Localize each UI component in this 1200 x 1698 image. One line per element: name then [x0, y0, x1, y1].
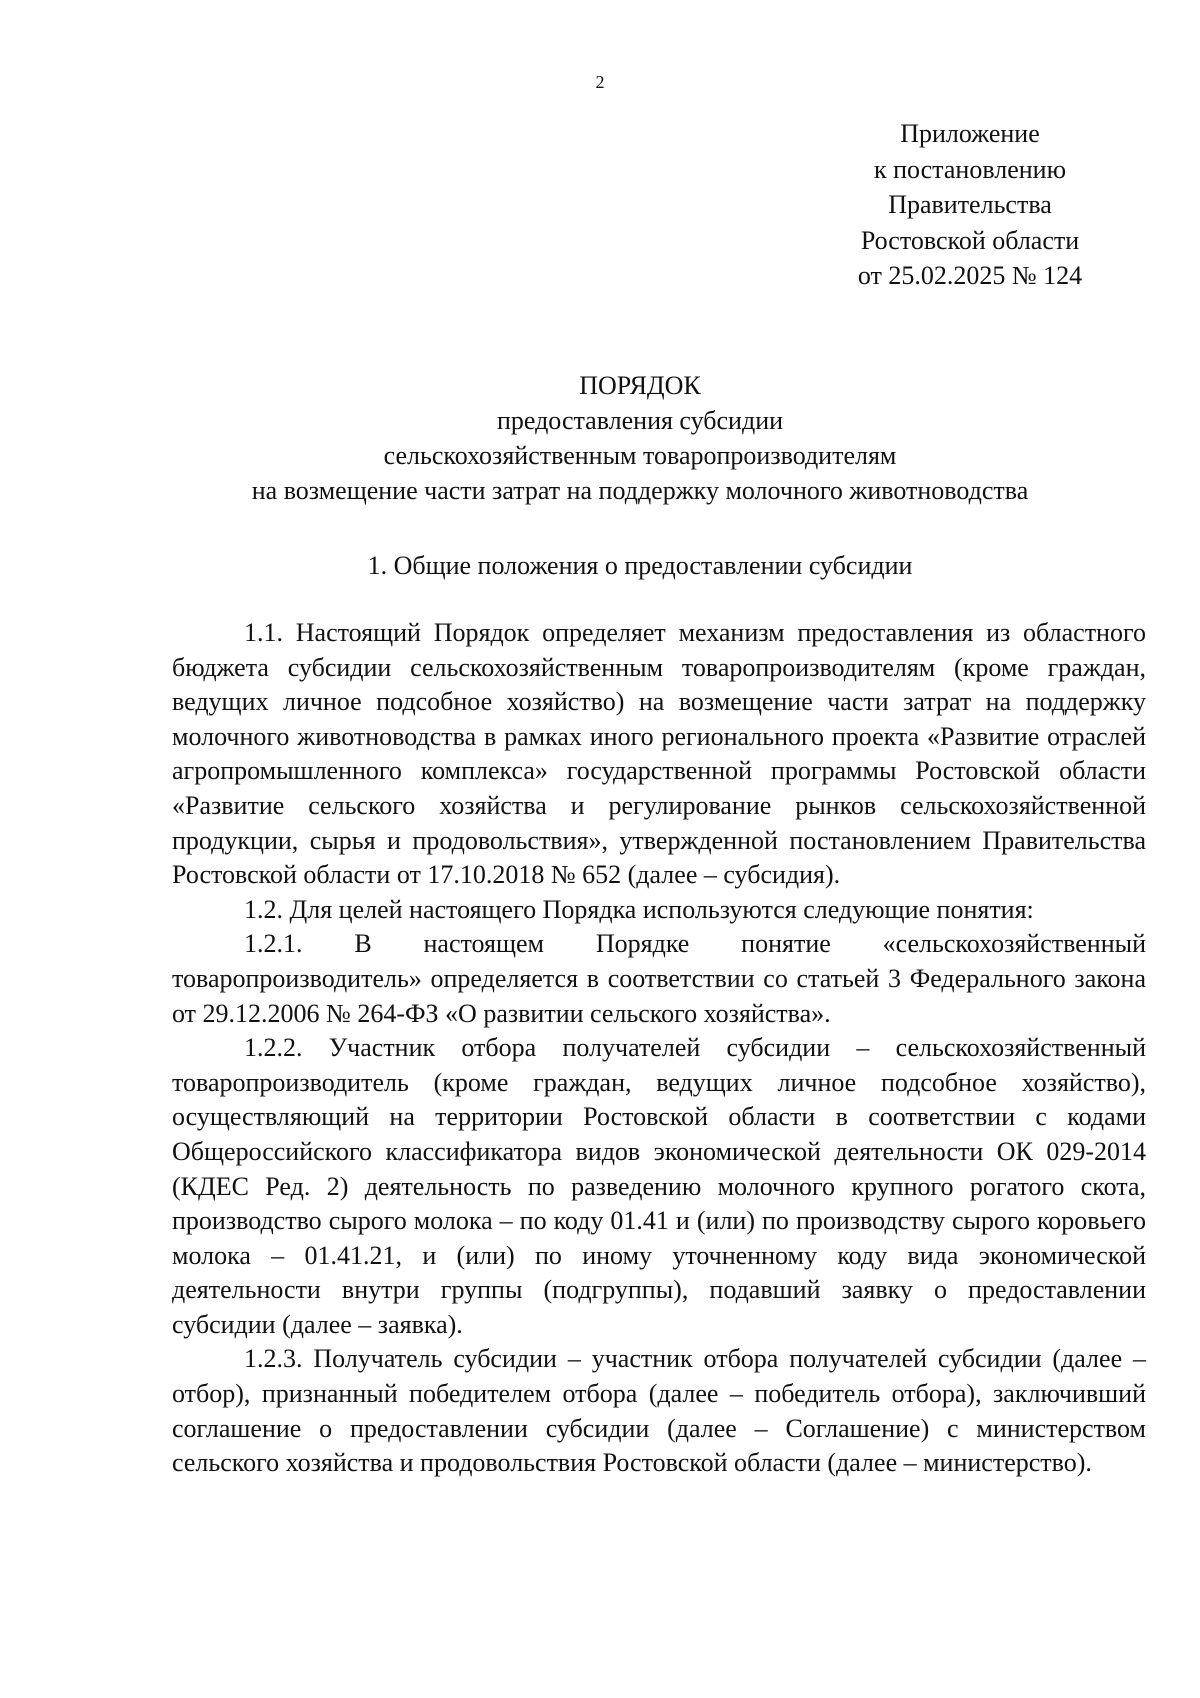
title-heading: ПОРЯДОК: [579, 371, 701, 400]
paragraph: 1.2.3. Получатель субсидии – участник отбора получателей субсидии (далее – отбор), признанный победителем отбора (далее – победитель отбора), заключивший соглашение о предоставлении субсидии (далее – Соглашение) с министерством сельского хозяйства и продовольствия Ростовской области (далее – министерство).: [172, 1344, 1146, 1478]
appendix-line: Правительства: [888, 190, 1052, 219]
paragraph: 1.2. Для целей настоящего Порядка используются следующие понятия:: [244, 894, 1034, 924]
section-heading: 1. Общие положения о предоставлении субсидии: [367, 551, 913, 580]
appendix-block: [820, 116, 1120, 294]
paragraph: 1.2.1. В настоящем Порядке понятие «сельскохозяйственный товаропроизводитель» определяется в соответствии со статьей 3 Федерального закона от 29.12.2006 № 264-ФЗ «О развитии сельского хозяйства».: [172, 929, 1146, 1028]
appendix-line: Приложение: [900, 119, 1040, 148]
appendix-line: от 25.02.2025 № 124: [857, 261, 1083, 290]
title-subtitle-line: предоставления субсидии: [496, 406, 784, 435]
appendix-line: к постановлению: [873, 154, 1067, 184]
title-subtitle-line: сельскохозяйственным товаропроизводителям: [383, 441, 897, 470]
paragraph: 1.1. Настоящий Порядок определяет механизм предоставления из областного бюджета субсидии сельскохозяйственным товаропроизводителям (кроме граждан, ведущих личное подсобное хозяйство) на возмещение части затрат на поддержку молочного животноводства в рамках иного регионального проекта «Развитие отраслей агропромышленного комплекса» государственной программы Ростовской области «Развитие сельского хозяйства и регулирование рынков сельскохозяйственной продукции, сырья и продовольствия», утвержденной постановлением Правительства Ростовской области от 17.10.2018 № 652 (далее – субсидия).: [172, 618, 1146, 890]
page-number: 2: [595, 72, 605, 92]
paragraph: 1.2.2. Участник отбора получателей субсидии – сельскохозяйственный товаропроизводитель (кроме граждан, ведущих личное подсобное хозяйство), осуществляющий на территории Ростовской области в соответствии с кодами Общероссийского классификатора видов экономической деятельности ОК 029-2014 (КДЕС Ред. 2) деятельность по разведению молочного крупного рогатого скота, производство сырого молока – по коду 01.41 и (или) по производству сырого коровьего молока – 01.41.21, и (или) по иному уточненному коду вида экономической деятельности внутри группы (подгруппы), подавший заявку о предоставлении субсидии (далее – заявка).: [172, 1033, 1146, 1339]
title-subtitle-line: на возмещение части затрат на поддержку молочного животноводства: [251, 476, 1029, 505]
document-body: [172, 616, 1146, 1481]
document-title: [160, 368, 1120, 508]
appendix-line: Ростовской области: [860, 225, 1080, 255]
